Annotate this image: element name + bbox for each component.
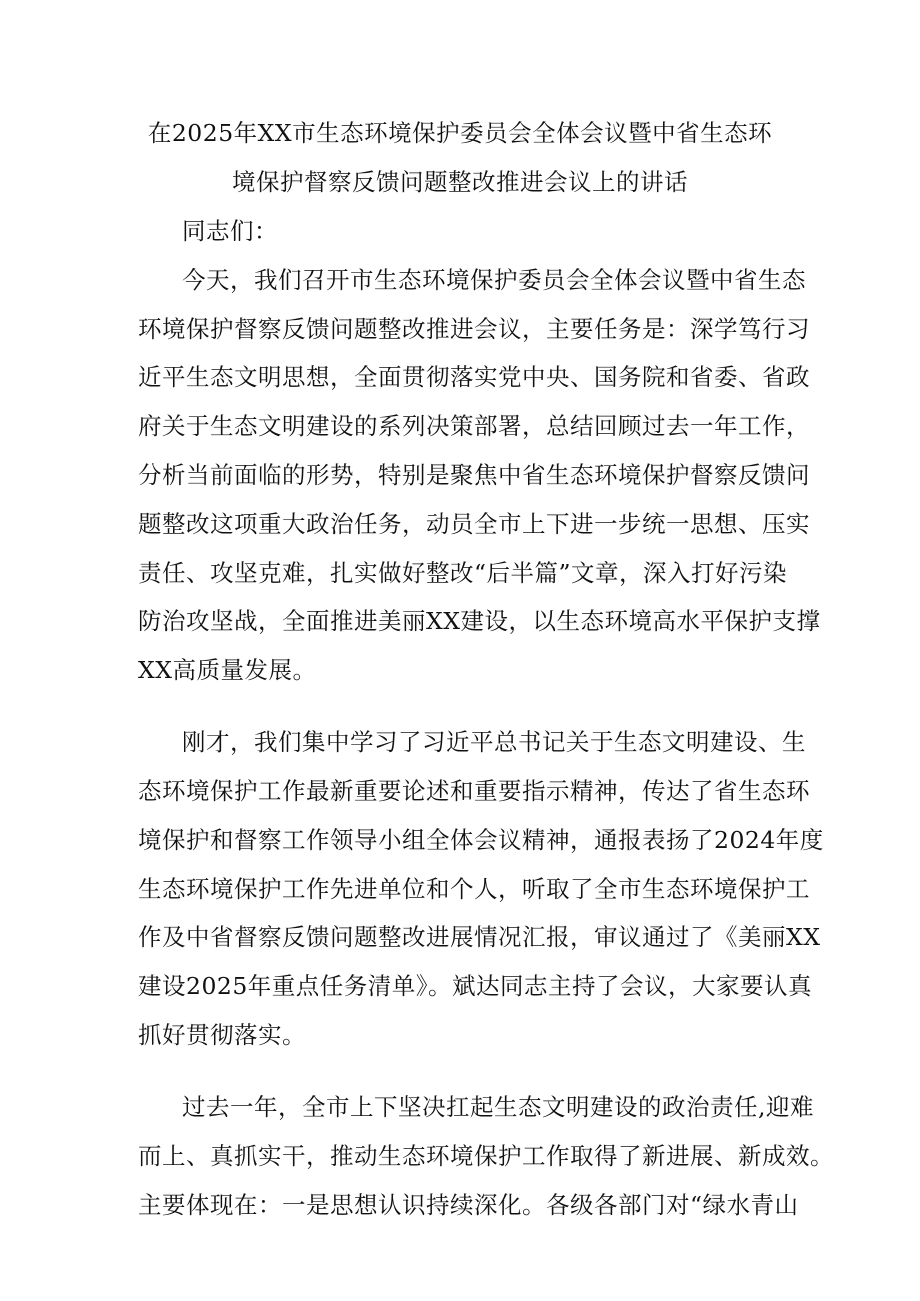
paragraph-2-line: 境保护和督察工作领导小组全体会议精神，通报表扬了2024年度 bbox=[138, 826, 824, 854]
paragraph-2-line: 作及中省督察反馈问题整改进展情况汇报，审议通过了《美丽XX bbox=[138, 923, 821, 951]
paragraph-2-line: 态环境保护工作最新重要论述和重要指示精神，传达了省生态环 bbox=[138, 777, 810, 805]
paragraph-1-line: 环境保护督察反馈问题整改推进会议，主要任务是：深学笃行习 bbox=[138, 315, 810, 343]
paragraph-1-line: 题整改这项重大政治任务，动员全市上下进一步统一思想、压实 bbox=[138, 510, 810, 538]
salutation: 同志们： bbox=[182, 217, 278, 245]
paragraph-2-line: 刚才，我们集中学习了习近平总书记关于生态文明建设、生 bbox=[182, 728, 806, 756]
paragraph-3-line: 而上、真抓实干，推动生态环境保护工作取得了新进展、新成效。 bbox=[138, 1142, 834, 1170]
paragraph-1-line: 近平生态文明思想，全面贯彻落实党中央、国务院和省委、省政 bbox=[138, 363, 810, 391]
paragraph-1-line: 防治攻坚战，全面推进美丽XX建设，以生态环境高水平保护支撑 bbox=[138, 607, 821, 635]
title-line-1: 在2025年XX市生态环境保护委员会全体会议暨中省生态环 bbox=[147, 119, 773, 147]
paragraph-1-line: 责任、攻坚克难，扎实做好整改“后半篇”文章，深入打好污染 bbox=[138, 559, 788, 587]
paragraph-1-line: 府关于生态文明建设的系列决策部署，总结回顾过去一年工作， bbox=[138, 412, 810, 440]
paragraph-2-line: 抓好贯彻落实。 bbox=[138, 1021, 306, 1049]
paragraph-1-line: 今天，我们召开市生态环境保护委员会全体会议暨中省生态 bbox=[182, 266, 806, 294]
paragraph-3-line: 过去一年，全市上下坚决扛起生态文明建设的政治责任,迎难 bbox=[182, 1093, 814, 1121]
paragraph-2-line: 建设2025年重点任务清单》。斌达同志主持了会议，大家要认真 bbox=[138, 972, 813, 1000]
paragraph-3-line: 主要体现在：一是思想认识持续深化。各级各部门对“绿水青山 bbox=[138, 1191, 799, 1219]
title-line-2: 境保护督察反馈问题整改推进会议上的讲话 bbox=[232, 168, 688, 196]
paragraph-2-line: 生态环境保护工作先进单位和个人，听取了全市生态环境保护工 bbox=[138, 875, 810, 903]
paragraph-1-line: XX高质量发展。 bbox=[138, 656, 317, 684]
paragraph-1-line: 分析当前面临的形势，特别是聚焦中省生态环境保护督察反馈问 bbox=[138, 461, 810, 489]
